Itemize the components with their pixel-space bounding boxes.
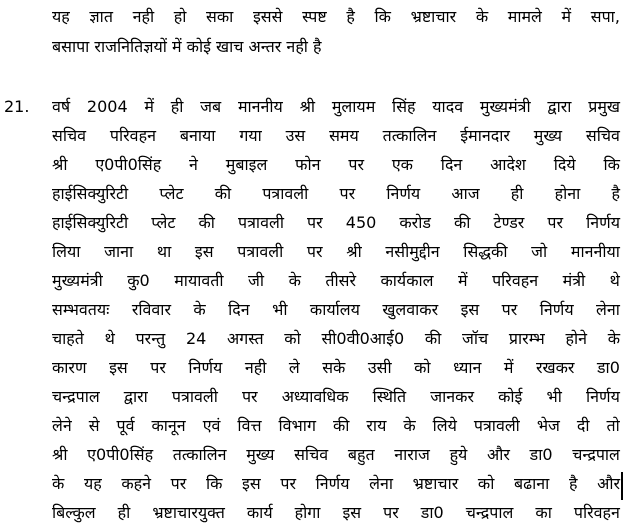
paragraph-line: सम्भवतयः रविवार के दिन भी कार्यालय खुलवाकर इस पर निर्णय लेना	[52, 300, 620, 319]
paragraph-line: के यह कहने पर कि इस पर निर्णय लेना भ्रष्टाचार को बढाना है और	[52, 474, 620, 493]
paragraph-line: श्री ए0पी0सिंह ने मुबाइल फोन पर एक दिन आदेश दिये कि	[52, 155, 620, 174]
paragraph-line: मुख्यमंत्री कु0 मायावती जी के तीसरे कार्यकाल में परिवहन मंत्री थे	[52, 271, 620, 290]
paragraph-line: वर्ष 2004 में ही जब माननीय श्री मुलायम सिंह यादव मुख्यमंत्री द्वारा प्रमुख	[52, 97, 620, 116]
paragraph-line: चाहते थे परन्तु 24 अगस्त को सी0वी0आई0 की जॉच प्रारम्भ होने के	[52, 329, 620, 348]
paragraph-number: 21.	[4, 97, 30, 116]
intro-line-2: बसापा राजनितिज्ञयों में कोई खाच अन्तर नही है	[52, 37, 322, 56]
paragraph-line: श्री ए0पी0सिंह तत्कालिन मुख्य सचिव बहुत नाराज हुये और डा0 चन्द्रपाल	[52, 445, 620, 464]
paragraph-line: लेने से पूर्व कानून एवं वित्त विभाग की राय के लिये पत्रावली भेज दी तो	[52, 416, 620, 435]
paragraph-line: कारण इस पर निर्णय नही ले सके उसी को ध्यान में रखकर डा0	[52, 358, 620, 377]
paragraph-line: बिल्कुल ही भ्रष्टाचारयुक्त कार्य होगा इस पर डा0 चन्द्रपाल का परिवहन	[52, 503, 620, 522]
paragraph-line: हाईसिक्युरिटी प्लेट की पत्रावली पर निर्णय आज ही होना है	[52, 184, 620, 203]
intro-line-1: यह ज्ञात नही हो सका इससे स्पष्ट है कि भ्रष्टाचार के मामले में सपा,	[52, 7, 620, 26]
paragraph-line: लिया जाना था इस पत्रावली पर श्री नसीमुद्दीन सिद्धकी जो माननीया	[52, 242, 620, 261]
paragraph-line: हाईसिक्युरिटी प्लेट की पत्रावली पर 450 करोड की टेण्डर पर निर्णय	[52, 213, 620, 232]
text-cursor	[621, 472, 623, 500]
paragraph-line: चन्द्रपाल द्वारा पत्रावली पर अध्यावधिक स्थिति जानकर कोई भी निर्णय	[52, 387, 620, 406]
paragraph-line: सचिव परिवहन बनाया गया उस समय तत्कालिन ईमानदार मुख्य सचिव	[52, 126, 620, 145]
